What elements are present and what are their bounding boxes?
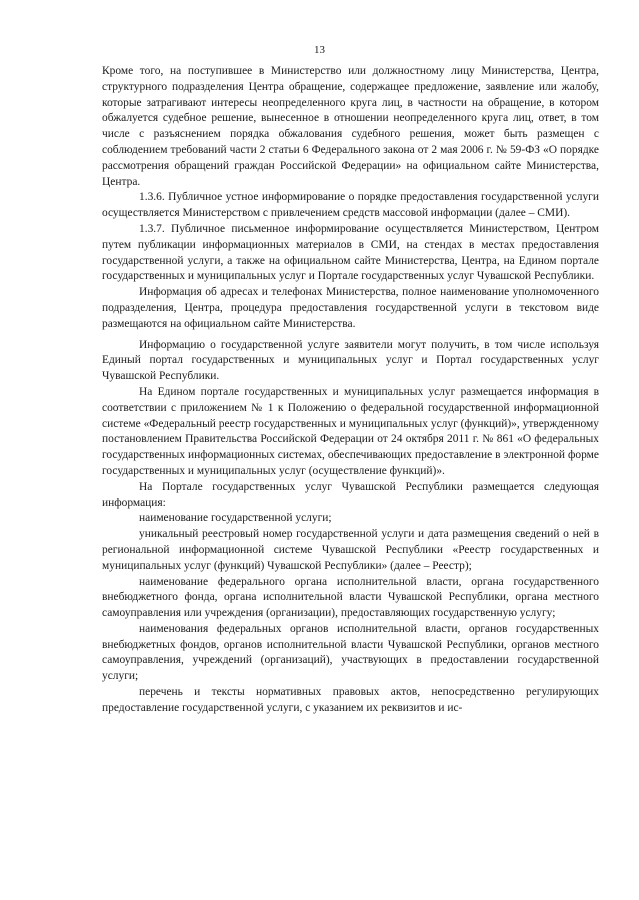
paragraph-unified-portal: На Едином портале государственных и муниципальных услуг размещается информация в соответствии с приложением № 1 к Положению о федеральной государственной информационной системе «Федеральный реестр государственных и муниципальных услуг (функций)», утвержденному постановлением Правительства Российской Федерации от 24 октября 2011 г. № 861 «О федеральных государственных информационных системах, обеспечивающих предоставление в электронной форме государственных и муниципальных услуг (осуществление функций)». — [102, 385, 599, 477]
list-item-registry-number: уникальный реестровый номер государственной услуги и дата размещения сведений о ней в региональной информационной системе Чувашской Республики «Реестр государственных и муниципальных услуг (функций) Чувашской Республики» (далее – Реестр); — [102, 528, 599, 572]
page-number: 13 — [314, 44, 325, 56]
list-item-regulatory-acts: перечень и тексты нормативных правовых актов, непосредственно регулирующих предоставление государственной услуги, с указанием их реквизитов и ис- — [102, 686, 599, 714]
list-item-participating-authorities: наименования федеральных органов исполнительной власти, органов государственных внебюджетных фондов, органов исполнительной власти Чувашской Республики, органов местного самоуправления, учреждений (организаций), участвующих в предоставлении государственной услуги; — [102, 622, 599, 683]
paragraph-regional-portal-intro: На Портале государственных услуг Чувашской Республики размещается следующая информация: — [102, 480, 599, 509]
paragraph-addresses-and-phones: Информация об адресах и телефонах Министерства, полное наименование уполномоченного подразделения, Центра, процедура предоставления государственной услуги в текстовом виде размещаются на официальном сайте Министерства. — [102, 286, 599, 330]
paragraph-1-3-6: 1.3.6. Публичное устное информирование о порядке предоставления государственной услуги осуществляется Министерством с привлечением средств массовой информации (далее – СМИ). — [102, 191, 599, 220]
paragraph-1-3-7: 1.3.7. Публичное письменное информирование осуществляется Министерством, Центром путем публикации информационных материалов в СМИ, на стендах в местах предоставления государственной услуги, а также на официальном сайте Министерства, Центра, на Едином портале государственных и муниципальных услуг и Портале государственных услуг Чувашской Республики. — [102, 222, 599, 283]
list-item-providing-authority: наименование федерального органа исполнительной власти, органа государственного внебюджетного фонда, органа исполнительной власти Чувашской Республики, органа местного самоуправления или учреждения (организации), предоставляющих государственную услугу; — [102, 575, 599, 620]
document-body — [102, 64, 599, 717]
list-item-service-name: наименование государственной услуги; — [139, 512, 332, 525]
paragraph-information-sources: Информацию о государственной услуге заявители могут получить, в том числе используя Единый портал государственных и муниципальных услуг и Портал государственных услуг Чувашской Республики. — [102, 338, 599, 383]
paragraph-publication-of-answers: Кроме того, на поступившее в Министерство или должностному лицу Министерства, Центра, структурного подразделения Центра обращение, содержащее предложение, заявление или жалобу, которые затрагивают интересы неопределенного круга лиц, в частности на обращение, в котором обжалуется судебное решение, вынесенное в отношении неопределенного круга лиц, ответ, в том числе с разъяснением порядка обжалования судебного решения, может быть размещен с соблюдением требований части 2 статьи 6 Федерального закона от 2 мая 2006 г. № 59-ФЗ «О порядке рассмотрения обращений граждан Российской Федерации» на официальном сайте Министерства, Центра. — [102, 65, 599, 188]
